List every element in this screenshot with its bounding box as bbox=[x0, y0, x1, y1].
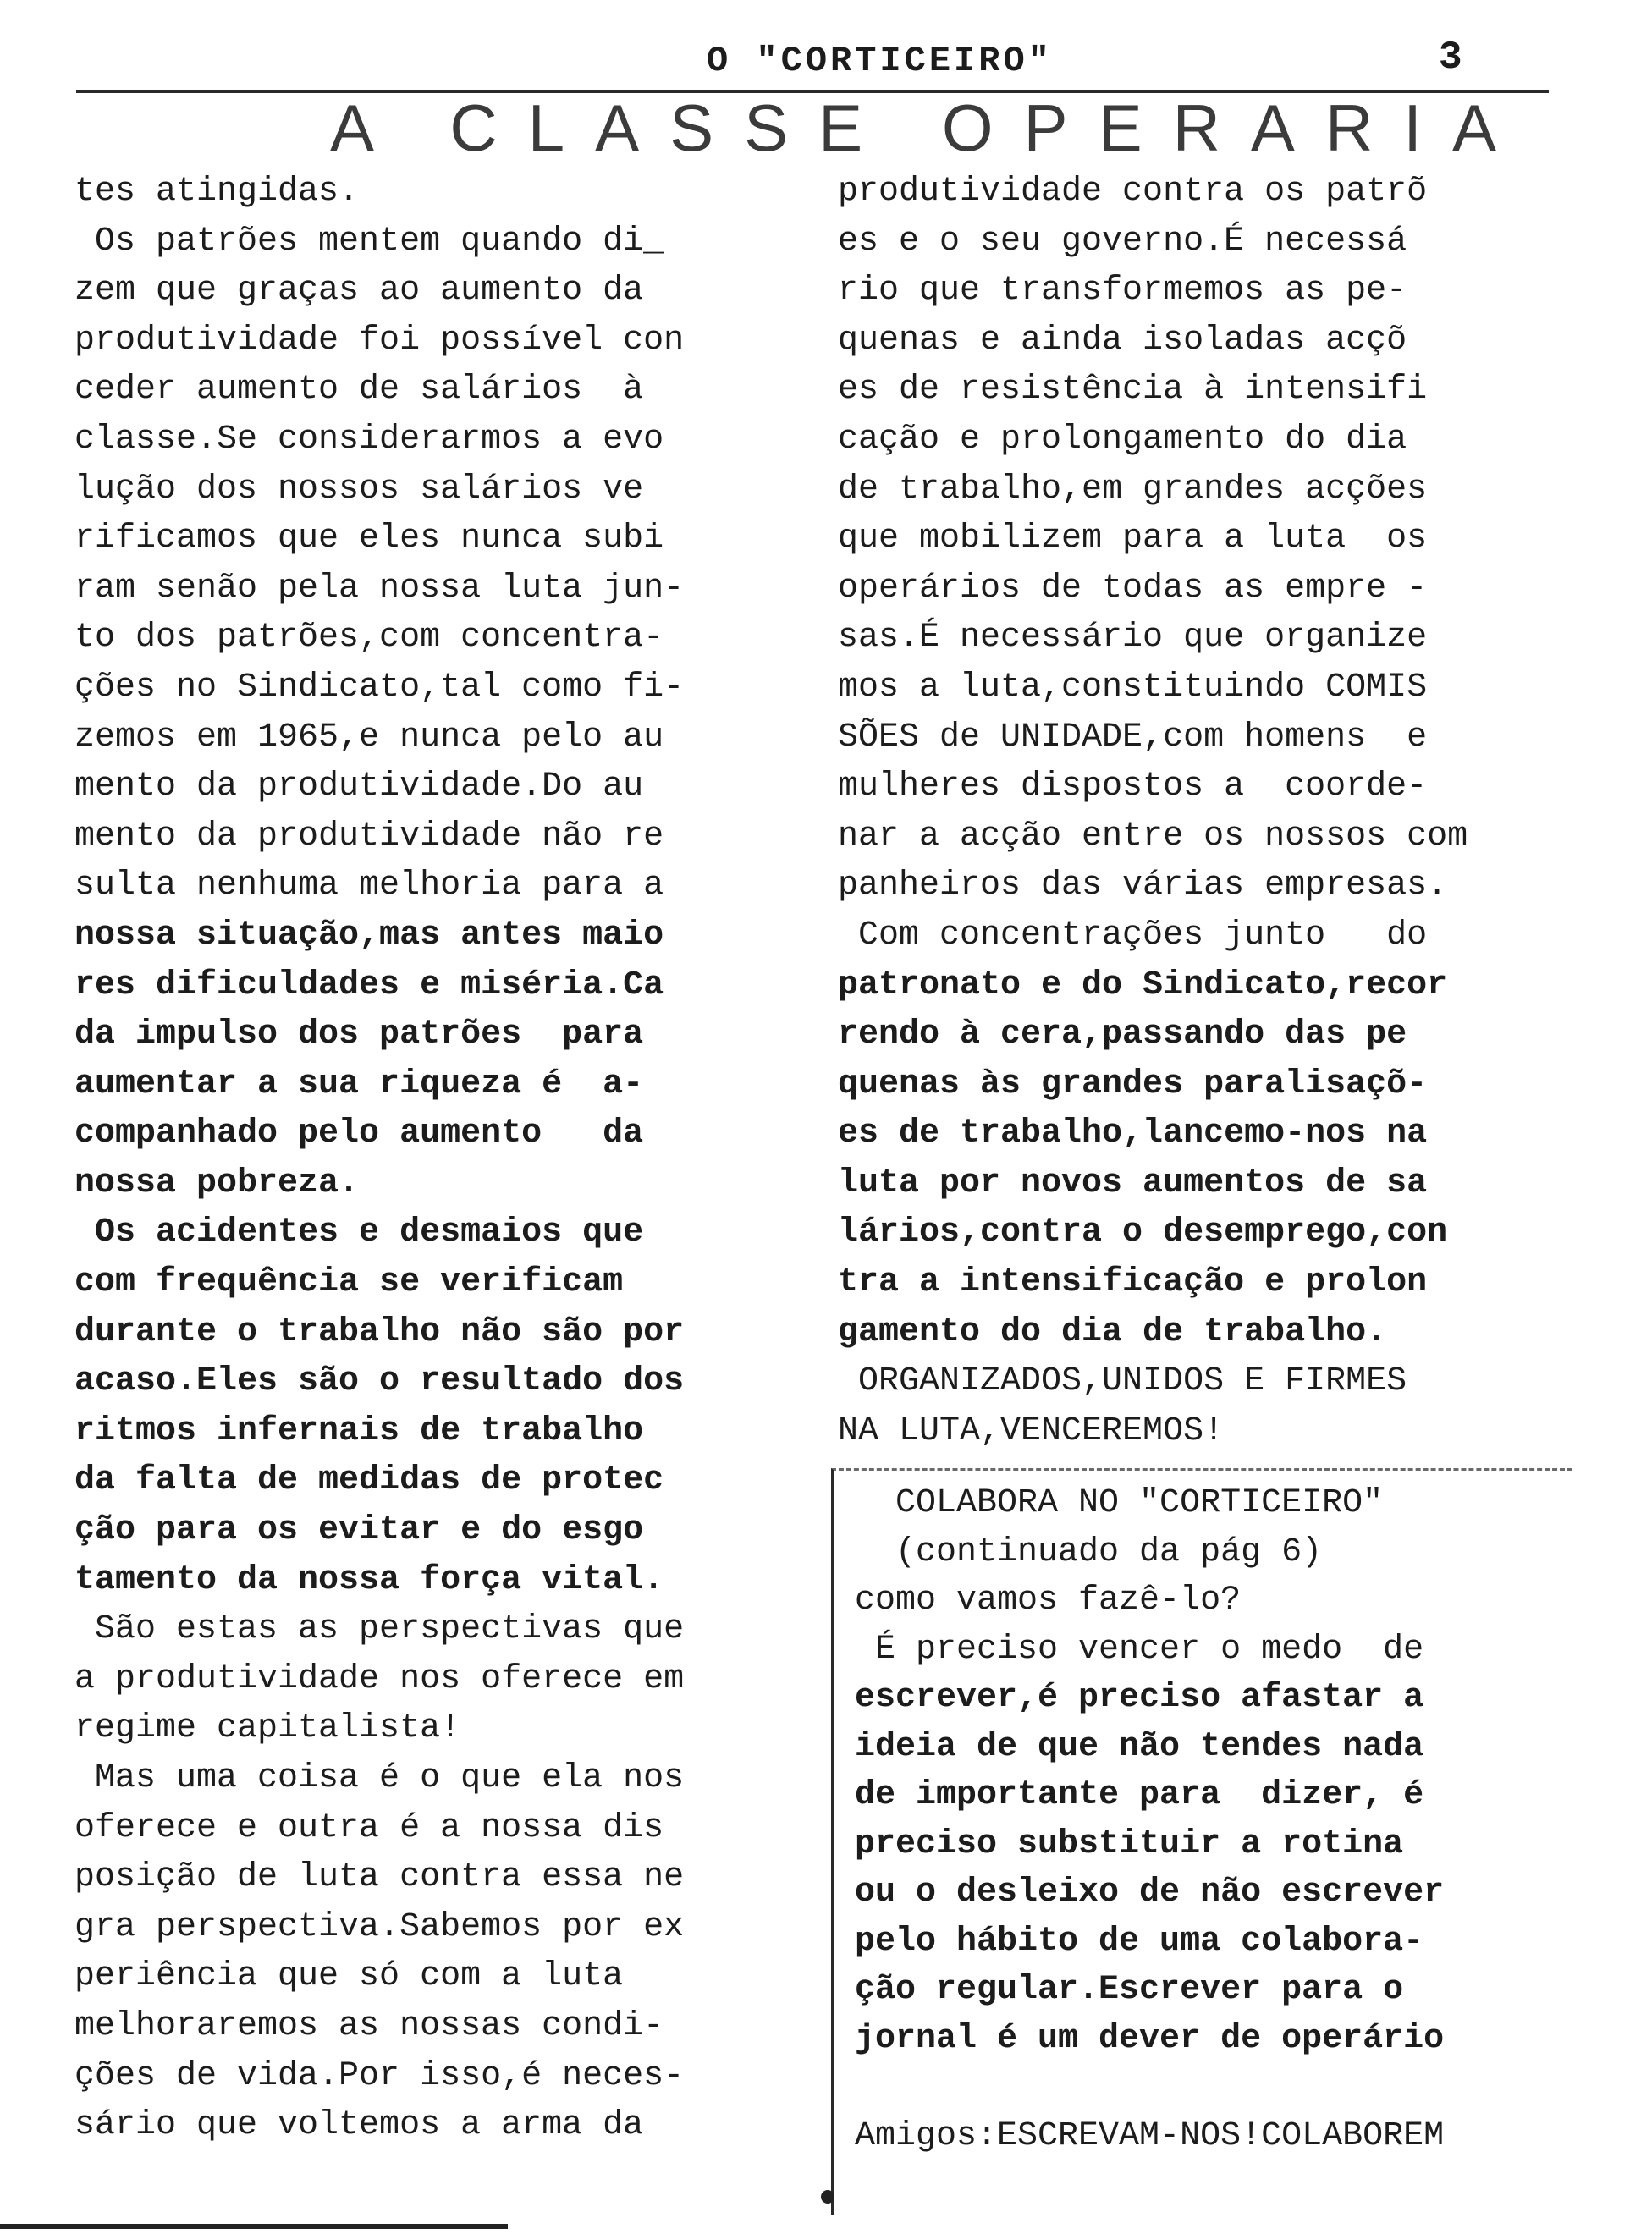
article-line: que mobilizem para a luta os bbox=[838, 520, 1428, 558]
article-line: mulheres dispostos a coorde- bbox=[838, 768, 1428, 806]
article-line: produtividade contra os patrõ bbox=[838, 173, 1428, 211]
article-line: classe.Se considerarmos a evo bbox=[74, 420, 664, 459]
article-line: nossa pobreza. bbox=[74, 1164, 360, 1202]
box-line: COLABORA NO "CORTICEIRO" bbox=[855, 1484, 1384, 1522]
article-line: nar a acção entre os nossos com bbox=[838, 817, 1468, 856]
newspaper-title: O "CORTICEIRO" bbox=[707, 41, 1053, 81]
box-line: ideia de que não tendes nada bbox=[855, 1727, 1424, 1766]
article-line: rendo à cera,passando das pe bbox=[838, 1015, 1407, 1054]
article-line: produtividade foi possível con bbox=[74, 321, 685, 360]
box-line: como vamos fazê-lo? bbox=[855, 1582, 1242, 1620]
article-line: de trabalho,em grandes acções bbox=[838, 470, 1428, 509]
article-line: res dificuldades e miséria.Ca bbox=[74, 966, 664, 1004]
article-line: to dos patrões,com concentra- bbox=[74, 619, 664, 658]
left-column bbox=[74, 168, 819, 2151]
article-line: oferece e outra é a nossa dis bbox=[74, 1808, 664, 1847]
article-line: SÕES de UNIDADE,com homens e bbox=[838, 718, 1428, 757]
article-line: durante o trabalho não são por bbox=[74, 1312, 685, 1351]
box-line: escrever,é preciso afastar a bbox=[855, 1679, 1424, 1717]
right-column bbox=[838, 168, 1583, 1456]
article-line: zemos em 1965,e nunca pelo au bbox=[74, 718, 664, 757]
article-line: panheiros das várias empresas. bbox=[838, 867, 1448, 905]
article-line: patronato e do Sindicato,recor bbox=[838, 966, 1448, 1004]
article-line: lários,contra o desemprego,con bbox=[838, 1213, 1448, 1252]
article-line: zem que graças ao aumento da bbox=[74, 272, 644, 311]
article-line: gamento do dia de trabalho. bbox=[838, 1312, 1387, 1351]
article-line: ções no Sindicato,tal como fi- bbox=[74, 668, 685, 707]
article-line: com frequência se verificam bbox=[74, 1263, 624, 1302]
article-line: lução dos nossos salários ve bbox=[74, 470, 644, 509]
article-line: es de trabalho,lancemo-nos na bbox=[838, 1114, 1428, 1153]
article-line: aumentar a sua riqueza é a- bbox=[74, 1065, 644, 1103]
bullet-icon bbox=[821, 2190, 834, 2204]
article-line: companhado pelo aumento da bbox=[74, 1114, 644, 1153]
article-line: tes atingidas. bbox=[74, 173, 360, 211]
article-line: cação e prolongamento do dia bbox=[838, 420, 1407, 459]
article-line: es e o seu governo.É necessá bbox=[838, 222, 1407, 261]
article-line: nossa situação,mas antes maio bbox=[74, 916, 664, 955]
article-line: da falta de medidas de protec bbox=[74, 1461, 664, 1500]
article-line: Mas uma coisa é o que ela nos bbox=[74, 1759, 685, 1797]
article-line: NA LUTA,VENCEREMOS! bbox=[838, 1411, 1225, 1450]
article-line: rio que transformemos as pe- bbox=[838, 272, 1407, 311]
article-line: ção para os evitar e do esgo bbox=[74, 1511, 644, 1550]
article-line: rificamos que eles nunca subi bbox=[74, 520, 664, 558]
section-banner: A CLASSE OPERARIA bbox=[330, 91, 1527, 165]
article-line: sas.É necessário que organize bbox=[838, 619, 1428, 658]
article-line: melhoraremos as nossas condi- bbox=[74, 2006, 664, 2045]
article-line: posição de luta contra essa ne bbox=[74, 1858, 685, 1897]
article-line: Os patrões mentem quando di_ bbox=[74, 222, 664, 261]
article-line: mos a luta,constituindo COMIS bbox=[838, 668, 1428, 707]
contribution-box-text bbox=[855, 1479, 1583, 2160]
page-number: 3 bbox=[1439, 36, 1462, 80]
article-line: tamento da nossa força vital. bbox=[74, 1560, 664, 1599]
article-line: quenas e ainda isoladas acçõ bbox=[838, 321, 1407, 360]
article-line: acaso.Eles são o resultado dos bbox=[74, 1362, 685, 1401]
box-line: de importante para dizer, é bbox=[855, 1776, 1424, 1814]
article-line: Os acidentes e desmaios que bbox=[74, 1213, 644, 1252]
article-line: da impulso dos patrões para bbox=[74, 1015, 644, 1054]
article-line: gra perspectiva.Sabemos por ex bbox=[74, 1907, 685, 1946]
article-line: ram senão pela nossa luta jun- bbox=[74, 569, 685, 608]
article-line: ritmos infernais de trabalho bbox=[74, 1411, 644, 1450]
article-line: periência que só com a luta bbox=[74, 1957, 624, 1996]
box-line: (continuado da pág 6) bbox=[855, 1532, 1323, 1571]
article-line: a produtividade nos oferece em bbox=[74, 1659, 685, 1698]
article-line: ções de vida.Por isso,é neces- bbox=[74, 2056, 685, 2095]
article-line: sário que voltemos a arma da bbox=[74, 2106, 644, 2145]
article-line: mento da produtividade não re bbox=[74, 817, 664, 856]
article-line: Com concentrações junto do bbox=[838, 916, 1428, 955]
article-line: es de resistência à intensifi bbox=[838, 371, 1428, 410]
article-line: regime capitalista! bbox=[74, 1709, 461, 1748]
box-line: É preciso vencer o medo de bbox=[855, 1630, 1424, 1669]
article-line: quenas às grandes paralisaçõ- bbox=[838, 1065, 1428, 1103]
article-line: ceder aumento de salários à bbox=[74, 371, 644, 410]
footer-rule bbox=[0, 2224, 508, 2229]
article-line: ORGANIZADOS,UNIDOS E FIRMES bbox=[838, 1362, 1407, 1401]
box-line: Amigos:ESCREVAM-NOS!COLABOREM bbox=[855, 2116, 1445, 2155]
box-line: pelo hábito de uma colabora- bbox=[855, 1922, 1424, 1961]
article-line: mento da produtividade.Do au bbox=[74, 768, 644, 806]
box-line bbox=[855, 2063, 1583, 2112]
article-line: tra a intensificação e prolon bbox=[838, 1263, 1428, 1302]
box-line: jornal é um dever de operário bbox=[855, 2019, 1445, 2058]
article-line: operários de todas as empre - bbox=[838, 569, 1428, 608]
article-line: sulta nenhuma melhoria para a bbox=[74, 867, 664, 905]
box-line: ou o desleixo de não escrever bbox=[855, 1874, 1445, 1912]
box-line: ção regular.Escrever para o bbox=[855, 1971, 1404, 2009]
article-line: luta por novos aumentos de sa bbox=[838, 1164, 1428, 1202]
article-line: São estas as perspectivas que bbox=[74, 1610, 685, 1649]
box-line: preciso substituir a rotina bbox=[855, 1824, 1404, 1863]
